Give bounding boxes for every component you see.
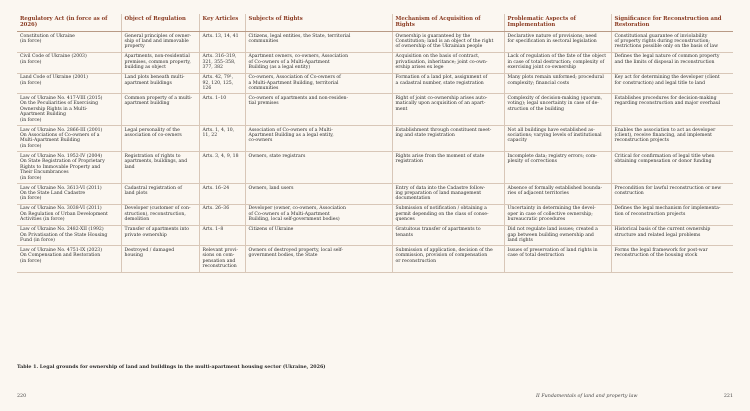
table-row	[17, 52, 733, 73]
table-row	[17, 183, 733, 204]
cell-problems: Uncertainty in determining the devel- oper in case of collective ownership; bureaucratic procedures	[504, 204, 611, 225]
cell-problems: Complexity of decision-making (quorum, voting); legal uncertainty in case of de- struction of the building	[504, 94, 611, 126]
cell-object: Destroyed / damaged housing	[121, 246, 199, 272]
cell-articles: Arts. 3, 4, 9, 18	[199, 152, 245, 184]
table-row	[17, 246, 733, 272]
cell-mechanism: Submission of application, decision of the commission, provision of compensation or reconstruction	[392, 246, 504, 272]
table-row	[17, 126, 733, 152]
table-row	[17, 73, 733, 94]
cell-significance: Defines the legal nature of common property and the limits of disposal in reconstruction	[611, 52, 733, 73]
cell-subjects: Citizens of Ukraine	[245, 225, 392, 246]
page-content	[17, 14, 733, 273]
header-mechanism: Mechanism of Acquisition of Rights	[392, 14, 504, 32]
cell-articles: Arts. 42, 79¹, 92, 120, 125, 126	[199, 73, 245, 94]
cell-mechanism: Right of joint co-ownership arises auto- matically upon acquisition of an apart- ment	[392, 94, 504, 126]
table-row	[17, 32, 733, 53]
cell-object: Developer (customer of con- struction), reconstruction, demolition	[121, 204, 199, 225]
cell-subjects: Citizens, legal entities, the State, territorial communities	[245, 32, 392, 53]
cell-problems: Incomplete data; registry errors; com- plexity of corrections	[504, 152, 611, 184]
cell-mechanism: Ownership is guaranteed by the Constitution; land is an object of the right of ownership of the Ukrainian people	[392, 32, 504, 53]
legal-grounds-table	[17, 14, 733, 273]
cell-problems: Absence of formally established bounda- ries of adjacent territories	[504, 183, 611, 204]
table-row	[17, 94, 733, 126]
cell-articles: Arts. 13, 14, 41	[199, 32, 245, 53]
header-subjects: Subjects of Rights	[245, 14, 392, 32]
cell-act: Law of Ukraine No. 3038-VI (2011) On Regulation of Urban Development Activities (in force)	[17, 204, 121, 225]
cell-problems: Declarative nature of provisions; need for specification in sectoral legislation	[504, 32, 611, 53]
cell-problems: Lack of regulation of the fate of the object in case of total destruction; complexity of exercising joint co-ownership	[504, 52, 611, 73]
cell-significance: Forms the legal framework for post-war reconstruction of the housing stock	[611, 246, 733, 272]
header-problems: Problematic Aspects of Implementation	[504, 14, 611, 32]
cell-significance: Enables the association to act as developer (client), receive financing, and implement reconstruction projects	[611, 126, 733, 152]
cell-subjects: Co-owners of apartments and non-residen- tial premises	[245, 94, 392, 126]
cell-subjects: Apartment owners, co-owners, Association of Co-owners of a Multi-Apartment Building (as a legal entity)	[245, 52, 392, 73]
cell-act: Law of Ukraine No. 1952-IV (2004) On State Registration of Proprietary Rights to Immovable Property and Their Encumbrances (in force)	[17, 152, 121, 184]
cell-articles: Arts. 1, 4, 10, 11, 22	[199, 126, 245, 152]
header-object: Object of Regulation	[121, 14, 199, 32]
cell-subjects: Association of Co-owners of a Multi- Apartment Building as a legal entity, co-owners	[245, 126, 392, 152]
cell-object: General principles of owner- ship of land and immovable property	[121, 32, 199, 53]
table-row	[17, 204, 733, 225]
cell-act: Law of Ukraine No. 2482-XII (1992) On Privatisation of the State Housing Fund (in force)	[17, 225, 121, 246]
cell-act: Constitution of Ukraine (in force)	[17, 32, 121, 53]
cell-act: Civil Code of Ukraine (2003) (in force)	[17, 52, 121, 73]
cell-mechanism: Acquisition on the basis of contract, privatisation, inheritance; joint co-own- ership arises ex lege	[392, 52, 504, 73]
cell-significance: Constitutional guarantee of inviolability of property rights during reconstruction; restrictions possible only on the basis of law	[611, 32, 733, 53]
cell-articles: Arts. 316–319, 321, 355–358, 377, 382	[199, 52, 245, 73]
cell-subjects: Owners of destroyed property, local self- government bodies, the State	[245, 246, 392, 272]
header-significance: Significance for Reconstruction and Restoration	[611, 14, 733, 32]
cell-subjects: Owners, state registrars	[245, 152, 392, 184]
cell-object: Legal personality of the association of co-owners	[121, 126, 199, 152]
cell-problems: Many plots remain unformed; procedural complexity; financial costs	[504, 73, 611, 94]
cell-mechanism: Gratuitous transfer of apartments to tenants	[392, 225, 504, 246]
cell-significance: Historical basis of the current ownership structure and related legal problems	[611, 225, 733, 246]
cell-object: Cadastral registration of land plots	[121, 183, 199, 204]
cell-object: Registration of rights to apartments, buildings, and land	[121, 152, 199, 184]
cell-significance: Precondition for lawful reconstruction or new construction	[611, 183, 733, 204]
cell-subjects: Owners, land users	[245, 183, 392, 204]
cell-act: Law of Ukraine No. 4751-IX (2023) On Compensation and Restoration (in force)	[17, 246, 121, 272]
cell-subjects: Developer (owner, co-owners, Association of Co-owners of a Multi-Apartment Building, local self-government bodies)	[245, 204, 392, 225]
cell-problems: Not all buildings have established as- sociations; varying levels of institutional capacity	[504, 126, 611, 152]
section-title: II Fundamentals of land and property law	[536, 394, 638, 399]
cell-mechanism: Establishment through constituent meet- ing and state registration	[392, 126, 504, 152]
table-header-row	[17, 14, 733, 32]
header-regulatory-act: Regulatory Act (in force as of 2026)	[17, 14, 121, 32]
cell-articles: Arts. 1–10	[199, 94, 245, 126]
cell-act: Land Code of Ukraine (2001) (in force)	[17, 73, 121, 94]
cell-act: Law of Ukraine No. 2866-III (2001) On Associations of Co-owners of a Multi-Apartment Building (in force)	[17, 126, 121, 152]
cell-significance: Critical for confirmation of legal title when obtaining compensation or donor funding	[611, 152, 733, 184]
cell-articles: Arts. 16–24	[199, 183, 245, 204]
table-row	[17, 152, 733, 184]
table-caption: Table 1. Legal grounds for ownership of land and buildings in the multi-apartment housing sector (Ukraine, 2026)	[17, 364, 326, 370]
cell-object: Apartments, non-residential premises, common property, building as object	[121, 52, 199, 73]
header-key-articles: Key Articles	[199, 14, 245, 32]
cell-problems: Did not regulate land issues; created a gap between building ownership and land rights	[504, 225, 611, 246]
cell-object: Land plots beneath multi- apartment buildings	[121, 73, 199, 94]
cell-mechanism: Formation of a land plot, assignment of a cadastral number, state registration	[392, 73, 504, 94]
cell-object: Transfer of apartments into private ownership	[121, 225, 199, 246]
cell-significance: Establishes procedures for decision-making regarding reconstruction and major overhaul	[611, 94, 733, 126]
right-page-number: 221	[723, 394, 733, 399]
cell-mechanism: Rights arise from the moment of state registration	[392, 152, 504, 184]
cell-articles: Relevant provi- sions on com- pensation and reconstruction	[199, 246, 245, 272]
cell-mechanism: Submission of notification / obtaining a permit depending on the class of conse- quences	[392, 204, 504, 225]
cell-act: Law of Ukraine No. 3613-VI (2011) On the State Land Cadastre (in force)	[17, 183, 121, 204]
cell-act: Law of Ukraine No. 417-VIII (2015) On the Peculiarities of Exercising Ownership Rights in a Multi- Apartment Building (in force)	[17, 94, 121, 126]
cell-significance: Key act for determining the developer (client for construction) and legal title to land	[611, 73, 733, 94]
cell-problems: Issues of preservation of land rights in case of total destruction	[504, 246, 611, 272]
cell-mechanism: Entry of data into the Cadastre follow- ing preparation of land management documentation	[392, 183, 504, 204]
cell-object: Common property of a multi- apartment building	[121, 94, 199, 126]
cell-articles: Arts. 26–36	[199, 204, 245, 225]
table-row	[17, 225, 733, 246]
cell-articles: Arts. 1–8	[199, 225, 245, 246]
cell-subjects: Co-owners, Association of Co-owners of a Multi-Apartment Building, territorial communities	[245, 73, 392, 94]
left-page-number: 220	[17, 394, 27, 399]
cell-significance: Defines the legal mechanism for implementa- tion of reconstruction projects	[611, 204, 733, 225]
